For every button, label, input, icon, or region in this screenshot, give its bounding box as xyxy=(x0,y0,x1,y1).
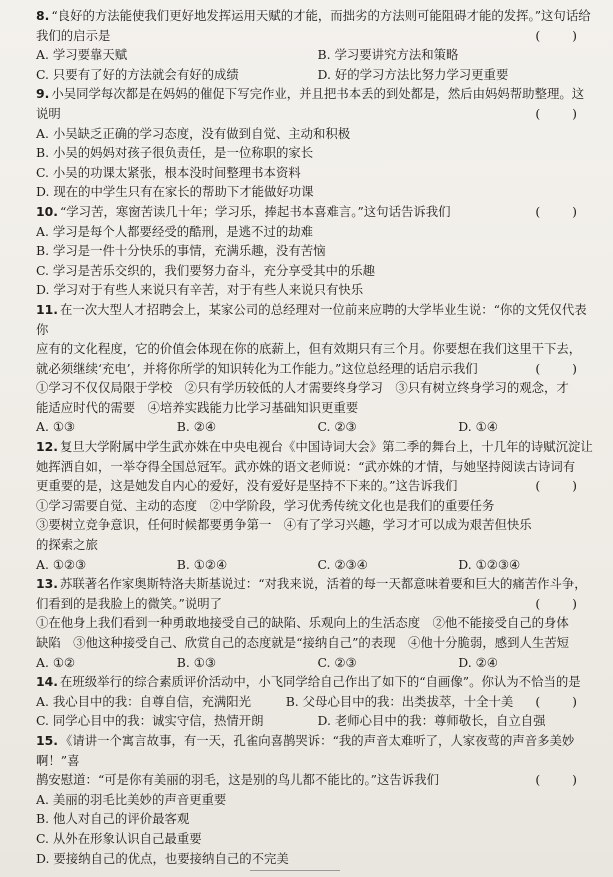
answer-parentheses[interactable]: ( ) xyxy=(535,772,591,788)
question-number: 15. xyxy=(36,732,58,748)
choice-c[interactable]: C. ②③ xyxy=(317,419,357,435)
stem-line: 在班级举行的综合素质评价活动中，小飞同学给自己作出了如下的“自画像”。你认为不恰当的是 xyxy=(59,674,581,690)
choice-b[interactable]: B. ②④ xyxy=(176,419,216,435)
question-12 xyxy=(36,437,599,574)
stem-line: 她挥洒自如，一举夺得全国总冠军。武亦姝的语文老师说：“武亦姝的才情，与她坚持阅读古诗词有 xyxy=(36,458,576,474)
stem-line: 在一次大型人才招聘会上，某家公司的总经理对一位前来应聘的大学毕业生说：“你的文凭仅代表你 xyxy=(36,301,587,337)
stem-line: 就必须继续‘充电’，并将你所学的知识转化为工作能力。”这位总经理的话启示我们 xyxy=(36,360,478,376)
stem-line: “学习苦，寒窗苦读几十年；学习乐，捧起书本喜难言。”这句话告诉我们 xyxy=(59,203,451,219)
option-a[interactable]: A. 我心目中的我：自尊自信，充满阳光 xyxy=(36,693,252,709)
option-c[interactable]: C. 同学心目中的我：诚实守信，热情开朗 xyxy=(36,713,264,729)
statement-line: ①学习不仅仅局限于学校 ②只有学历较低的人才需要终身学习 ③只有树立终身学习的观念，才 xyxy=(36,380,569,396)
choices-row xyxy=(36,417,599,437)
statement-line: 能适应时代的需要 ④培养实践能力比学习基础知识更重要 xyxy=(36,399,359,415)
choice-d[interactable]: D. ①④ xyxy=(458,419,498,435)
question-10 xyxy=(36,202,599,300)
statement-line: ①学习需要自觉、主动的态度 ②中学阶段，学习优秀传统文化也是我们的重要任务 xyxy=(36,497,495,513)
page-footer-rule xyxy=(250,870,340,877)
option-a[interactable]: A. 学习要靠天赋 xyxy=(36,47,128,63)
stem-line: 小吴同学每次都是在妈妈的催促下写完作业，并且把书本丢的到处都是，然后由妈妈帮助整理。这 xyxy=(51,86,585,102)
option-d[interactable]: D. 现在的中学生只有在家长的帮助下才能做好功课 xyxy=(36,184,314,200)
question-9 xyxy=(36,84,599,202)
statement-line: ③要树立竞争意识，任何时候都要勇争第一 ④有了学习兴趣，学习才可以成为艰苦但快乐 xyxy=(36,517,532,533)
question-number: 14. xyxy=(36,674,58,690)
question-14 xyxy=(36,672,599,731)
option-b[interactable]: B. 他人对自己的评价最客观 xyxy=(36,811,190,827)
question-number: 8. xyxy=(36,8,50,23)
statement-line: 的探索之旅 xyxy=(36,537,98,553)
stem-line: 《请讲一个寓言故事，有一天，孔雀向喜鹊哭诉：“我的声音太难听了，人家夜莺的声音多美妙啊！”喜 xyxy=(36,732,575,768)
options-row xyxy=(36,65,599,85)
answer-parentheses[interactable]: ( ) xyxy=(535,595,591,611)
options-row xyxy=(36,692,535,712)
statement-line: 缺陷 ③他这种接受自己、欣赏自己的态度就是“接纳自己”的表现 ④他十分脆弱，感到人生苦短 xyxy=(36,635,570,650)
stem-line: 说明 xyxy=(36,105,61,121)
choice-c[interactable]: C. ②③④ xyxy=(317,556,368,572)
stem-line: 苏联著名作家奥斯特洛夫斯基说过：“对我来说，活着的每一天都意味着要和巨大的痛苦作斗争， xyxy=(59,576,587,592)
question-stem xyxy=(36,731,599,790)
stem-line: 鹊安慰道：“可是你有美丽的羽毛，这是别的鸟儿都不能比的。”这告诉我们 xyxy=(36,772,439,788)
option-d[interactable]: D. 老师心目中的我：尊师敬长，自立自强 xyxy=(317,713,546,729)
answer-parentheses[interactable]: ( ) xyxy=(535,693,591,709)
option-b[interactable]: B. 学习要讲究方法和策略 xyxy=(317,47,459,63)
option-d[interactable]: D. 好的学习方法比努力学习更重要 xyxy=(317,66,509,82)
question-number: 9. xyxy=(36,86,50,102)
choice-a[interactable]: A. ①②③ xyxy=(36,556,87,572)
choice-c[interactable]: C. ②③ xyxy=(317,654,357,670)
choice-a[interactable]: A. ①③ xyxy=(36,419,76,435)
question-stem xyxy=(36,574,599,613)
choice-d[interactable]: D. ②④ xyxy=(458,654,498,670)
question-number: 13. xyxy=(36,576,58,592)
option-b[interactable]: B. 父母心目中的我：出类拔萃，十全十美 xyxy=(285,693,514,709)
option-c[interactable]: C. 从外在形象认识自己最重要 xyxy=(36,830,202,846)
question-stem xyxy=(36,202,599,222)
answer-parentheses[interactable]: ( ) xyxy=(535,360,591,376)
question-13 xyxy=(36,574,599,672)
answer-parentheses[interactable]: ( ) xyxy=(535,203,591,219)
stem-line: “良好的方法能使我们更好地发挥运用天赋的才能，而拙劣的方法则可能阻碍才能的发挥。”这句话给 xyxy=(51,8,591,23)
option-a[interactable]: A. 小吴缺乏正确的学习态度，没有做到自觉、主动和积极 xyxy=(36,125,351,141)
question-stem xyxy=(36,437,599,496)
stem-line: 们看到的是我脸上的微笑。”说明了 xyxy=(36,595,222,611)
option-c[interactable]: C. 学习是苦乐交织的，我们要努力奋斗，充分享受其中的乐趣 xyxy=(36,262,376,278)
option-c[interactable]: C. 小吴的功课太紧张，根本没时间整理书本资料 xyxy=(36,164,301,180)
question-11 xyxy=(36,300,599,437)
option-d[interactable]: D. 要接纳自己的优点，也要接纳自己的不完美 xyxy=(36,850,289,866)
question-number: 11. xyxy=(36,301,58,317)
option-d[interactable]: D. 学习对于有些人来说只有辛苦，对于有些人来说只有快乐 xyxy=(36,282,364,298)
question-stem xyxy=(36,84,599,123)
stem-line: 更重要的是，这是她发自内心的爱好，没有爱好是坚持不下来的。”这告诉我们 xyxy=(36,478,458,494)
question-stem xyxy=(36,6,599,45)
question-stem xyxy=(36,300,599,378)
option-a[interactable]: A. 美丽的羽毛比美妙的声音更重要 xyxy=(36,791,227,807)
answer-parentheses[interactable]: ( ) xyxy=(535,478,591,494)
choice-b[interactable]: B. ①③ xyxy=(176,654,216,670)
option-b[interactable]: B. 学习是一件十分快乐的事情，充满乐趣，没有苦恼 xyxy=(36,243,326,259)
choices-row xyxy=(36,653,599,673)
answer-parentheses[interactable]: ( ) xyxy=(535,105,591,121)
options-row xyxy=(36,45,599,65)
question-15 xyxy=(36,731,599,868)
stem-line: 应有的文化程度，它的价值会体现在你的底薪上，但有效期只有三个月。你要想在我们这里干下去， xyxy=(36,341,582,357)
options-row xyxy=(36,711,599,731)
stem-line: 复旦大学附属中学生武亦姝在中央电视台《中国诗词大会》第二季的舞台上，十几年的诗赋沉淀让 xyxy=(59,439,593,455)
question-number: 12. xyxy=(36,439,58,455)
stem-line: 我们的启示是 xyxy=(36,27,111,43)
option-c[interactable]: C. 只要有了好的方法就会有好的成绩 xyxy=(36,66,239,82)
choice-d[interactable]: D. ①②③④ xyxy=(458,556,521,572)
question-number: 10. xyxy=(36,203,58,219)
option-b[interactable]: B. 小吴的妈妈对孩子很负责任，是一位称职的家长 xyxy=(36,145,314,161)
choice-b[interactable]: B. ①②④ xyxy=(176,556,228,572)
choices-row xyxy=(36,555,599,575)
answer-parentheses[interactable]: ( ) xyxy=(535,27,591,43)
question-8 xyxy=(36,6,599,84)
option-a[interactable]: A. 学习是每个人都要经受的酷刑，是逃不过的劫难 xyxy=(36,223,314,239)
choice-a[interactable]: A. ①② xyxy=(36,654,76,670)
statement-line: ①在他身上我们看到一种勇敢地接受自己的缺陷、乐观向上的生活态度 ②他不能接受自己的身体 xyxy=(36,615,569,631)
